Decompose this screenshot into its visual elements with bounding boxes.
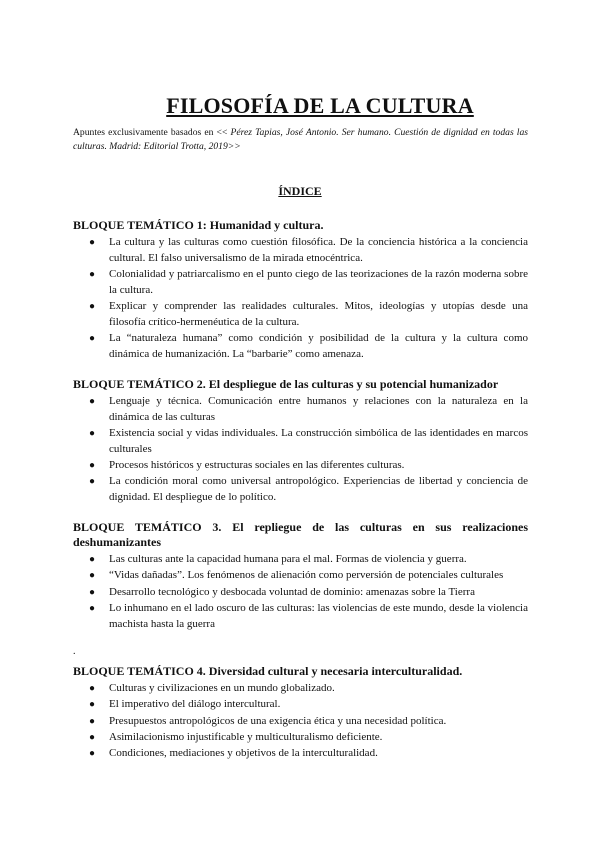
list-item-text: Lo inhumano en el lado oscuro de las culturas: las violencias de este mundo, desde la violencia machista hasta la guerra	[109, 601, 528, 630]
list-item	[73, 267, 528, 299]
list-item	[73, 746, 528, 762]
document-subtitle	[73, 126, 528, 154]
bullet-icon: ●	[89, 428, 96, 440]
list-item	[73, 331, 528, 363]
list-item-text: Desarrollo tecnológico y desbocada voluntad de dominio: amenazas sobre la Tierra	[109, 585, 475, 598]
bullet-icon: ●	[89, 333, 96, 345]
list-item-text: La condición moral como universal antropológico. Experiencias de libertad y conciencia de dignidad. El despliegue de lo político.	[109, 475, 528, 504]
bullet-icon: ●	[89, 269, 96, 281]
list-item	[73, 601, 528, 633]
subtitle-prefix: Apuntes exclusivamente basados en <<	[73, 127, 228, 138]
topic-list	[73, 394, 528, 506]
bullet-icon: ●	[89, 731, 96, 743]
list-item-text: Lenguaje y técnica. Comunicación entre humanos y relaciones con la naturaleza en la dinámica de las culturas	[109, 395, 528, 423]
topic-list	[73, 681, 528, 762]
list-item-text: Culturas y civilizaciones en un mundo globalizado.	[109, 682, 335, 694]
topic-list	[73, 235, 528, 363]
block-heading: BLOQUE TEMÁTICO 4. Diversidad cultural y necesaria interculturalidad.	[73, 664, 463, 678]
list-item-text: El imperativo del diálogo intercultural.	[109, 698, 281, 711]
list-item-text: Explicar y comprender las realidades culturales. Mitos, ideologías y utopías desde una filosofía crítico-hermenéutica de la cultura.	[109, 300, 528, 328]
document-title: FILOSOFÍA DE LA CULTURA	[166, 93, 474, 118]
list-item	[73, 458, 528, 474]
bullet-icon: ●	[89, 570, 96, 582]
bullet-icon: ●	[89, 715, 96, 727]
list-item-text: Existencia social y vidas individuales. La construcción simbólica de las identidades en marcos culturales	[109, 427, 528, 455]
list-item	[73, 697, 528, 713]
list-item	[73, 552, 528, 568]
bullet-icon: ●	[89, 602, 96, 614]
list-item	[73, 474, 528, 506]
bullet-icon: ●	[89, 699, 96, 711]
bullet-icon: ●	[89, 683, 96, 694]
bullet-icon: ●	[89, 301, 96, 313]
list-item	[73, 585, 528, 601]
thematic-block-2	[73, 377, 528, 507]
list-item	[73, 730, 528, 746]
list-item	[73, 235, 528, 267]
list-item-text: Asimilacionismo injustificable y multiculturalismo deficiente.	[109, 730, 383, 743]
topic-list	[73, 552, 528, 632]
bullet-icon: ●	[89, 460, 96, 472]
list-item-text: “Vidas dañadas”. Los fenómenos de alienación como perversión de potenciales culturales	[109, 569, 504, 582]
list-item-text: La cultura y las culturas como cuestión filosófica. De la conciencia histórica a la conciencia cultural. El falso universalismo de la mirada etnocéntrica.	[109, 236, 528, 264]
index-heading: ÍNDICE	[278, 184, 322, 198]
list-item	[73, 568, 528, 584]
thematic-block-3	[73, 520, 528, 633]
list-item-text: Procesos históricos y estructuras sociales en las diferentes culturas.	[109, 459, 405, 472]
list-item	[73, 426, 528, 458]
thematic-block-1	[73, 218, 528, 363]
list-item-text: Presupuestos antropológicos de una exigencia ética y una necesidad política.	[109, 714, 447, 727]
list-item-text: La “naturaleza humana” como condición y posibilidad de la cultura y la cultura como dinámica de humanización. La “barbarie” como amenaza.	[109, 332, 528, 361]
list-item	[73, 681, 528, 697]
bullet-icon: ●	[89, 586, 96, 598]
list-item-text: Colonialidad y patriarcalismo en el punto ciego de las teorizaciones de la razón moderna sobre la cultura.	[109, 268, 528, 296]
list-item	[73, 394, 528, 426]
list-item	[73, 714, 528, 730]
list-item	[73, 299, 528, 331]
subtitle-reference: Pérez Tapias, José Antonio. Ser humano. Cuestión de dignidad en todas las culturas. Madrid: Editorial Trotta, 2019>>	[73, 127, 528, 152]
list-item-text: Condiciones, mediaciones y objetivos de la interculturalidad.	[109, 747, 378, 760]
thematic-block-4	[73, 664, 528, 762]
block-heading: BLOQUE TEMÁTICO 2. El despliegue de las culturas y su potencial humanizador	[73, 377, 499, 391]
bullet-icon: ●	[89, 748, 96, 760]
bullet-icon: ●	[89, 396, 96, 407]
block-heading: BLOQUE TEMÁTICO 1: Humanidad y cultura.	[73, 218, 324, 232]
bullet-icon: ●	[89, 554, 96, 565]
bullet-icon: ●	[89, 476, 96, 488]
block-heading: BLOQUE TEMÁTICO 3. El repliegue de las culturas en sus realizaciones deshumanizantes	[73, 520, 528, 549]
list-item-text: Las culturas ante la capacidad humana para el mal. Formas de violencia y guerra.	[109, 553, 467, 565]
bullet-icon: ●	[89, 237, 96, 248]
stray-period: .	[73, 646, 76, 657]
